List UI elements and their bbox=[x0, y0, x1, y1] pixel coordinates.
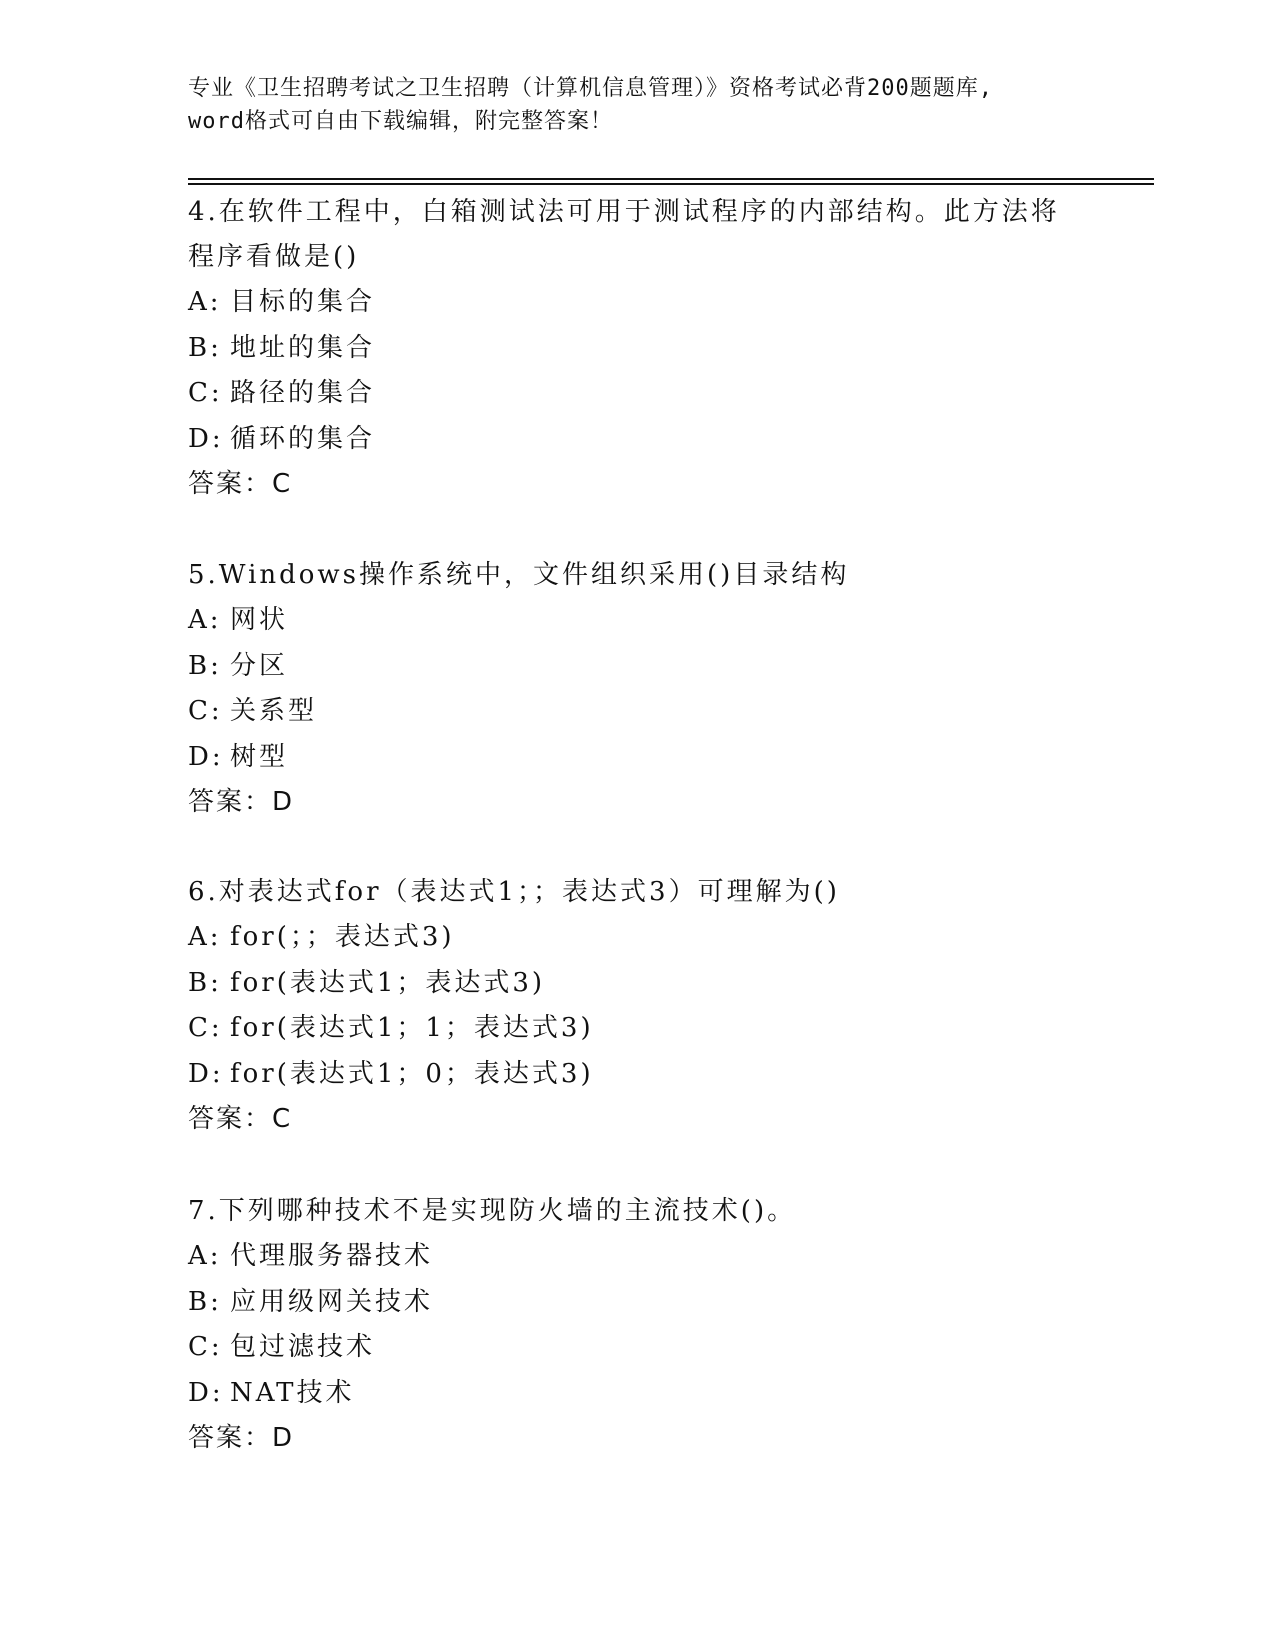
option-text: 分区 bbox=[230, 650, 289, 681]
header-divider-bottom bbox=[188, 183, 1154, 185]
option-text: 网状 bbox=[230, 605, 289, 635]
option-key: D: bbox=[188, 741, 224, 772]
option-key: B: bbox=[188, 967, 222, 998]
question-6 bbox=[188, 870, 1088, 1143]
question-5 bbox=[188, 553, 1088, 826]
option-key: C: bbox=[188, 1332, 223, 1362]
option-text: 应用级网关技术 bbox=[230, 1286, 434, 1317]
option-key: A: bbox=[188, 605, 222, 635]
option-d bbox=[188, 417, 1088, 463]
option-text: for(表达式1；0；表达式3) bbox=[230, 1058, 594, 1089]
option-c bbox=[188, 1325, 1088, 1371]
option-key: A: bbox=[188, 1241, 222, 1271]
option-key: B: bbox=[188, 650, 222, 681]
option-b bbox=[188, 1280, 1088, 1326]
option-text: 路径的集合 bbox=[230, 378, 376, 408]
option-text: for(表达式1；1；表达式3) bbox=[230, 1013, 594, 1043]
option-b bbox=[188, 644, 1088, 690]
option-c bbox=[188, 689, 1088, 735]
option-c bbox=[188, 1006, 1088, 1052]
document-header bbox=[188, 72, 1088, 138]
option-c bbox=[188, 371, 1088, 417]
option-key: A: bbox=[188, 287, 222, 317]
answer-line: 答案：C bbox=[188, 1104, 293, 1134]
option-text: for(；；表达式3) bbox=[230, 922, 455, 952]
option-a bbox=[188, 915, 1088, 961]
question-stem-continued: 程序看做是() bbox=[188, 242, 360, 272]
option-text: 地址的集合 bbox=[230, 332, 376, 363]
question-stem: 4.在软件工程中，白箱测试法可用于测试程序的内部结构。此方法将 bbox=[188, 197, 1060, 227]
option-key: C: bbox=[188, 1013, 223, 1043]
option-key: C: bbox=[188, 378, 223, 408]
option-text: 目标的集合 bbox=[230, 287, 376, 317]
option-b bbox=[188, 961, 1088, 1007]
option-a bbox=[188, 598, 1088, 644]
header-title-line: 专业《卫生招聘考试之卫生招聘（计算机信息管理）》资格考试必背200题题库, bbox=[188, 76, 993, 101]
header-subtitle-line: word格式可自由下载编辑，附完整答案！ bbox=[188, 109, 613, 134]
option-text: 包过滤技术 bbox=[230, 1332, 376, 1362]
question-4 bbox=[188, 190, 1088, 508]
option-key: B: bbox=[188, 332, 222, 363]
option-key: D: bbox=[188, 1058, 224, 1089]
option-key: A: bbox=[188, 922, 222, 952]
option-text: 树型 bbox=[230, 741, 289, 772]
option-text: 循环的集合 bbox=[230, 423, 376, 454]
question-stem: 7.下列哪种技术不是实现防火墙的主流技术()。 bbox=[188, 1196, 797, 1226]
option-d bbox=[188, 1371, 1088, 1417]
question-7 bbox=[188, 1189, 1088, 1462]
option-text: for(表达式1；表达式3) bbox=[230, 967, 546, 998]
option-key: D: bbox=[188, 1377, 224, 1408]
option-d bbox=[188, 735, 1088, 781]
question-stem: 6.对表达式for（表达式1；；表达式3）可理解为() bbox=[188, 877, 840, 907]
option-key: D: bbox=[188, 423, 224, 454]
option-a bbox=[188, 280, 1088, 326]
answer-line: 答案：D bbox=[188, 787, 295, 817]
option-text: NAT技术 bbox=[230, 1377, 355, 1408]
option-b bbox=[188, 326, 1088, 372]
option-key: C: bbox=[188, 696, 223, 726]
option-d bbox=[188, 1052, 1088, 1098]
option-text: 关系型 bbox=[230, 696, 318, 726]
option-key: B: bbox=[188, 1286, 222, 1317]
answer-line: 答案：C bbox=[188, 469, 293, 499]
header-divider-top bbox=[188, 178, 1154, 180]
option-text: 代理服务器技术 bbox=[230, 1241, 434, 1271]
question-stem: 5.Windows操作系统中，文件组织采用()目录结构 bbox=[188, 560, 850, 590]
answer-line: 答案：D bbox=[188, 1423, 295, 1453]
option-a bbox=[188, 1234, 1088, 1280]
